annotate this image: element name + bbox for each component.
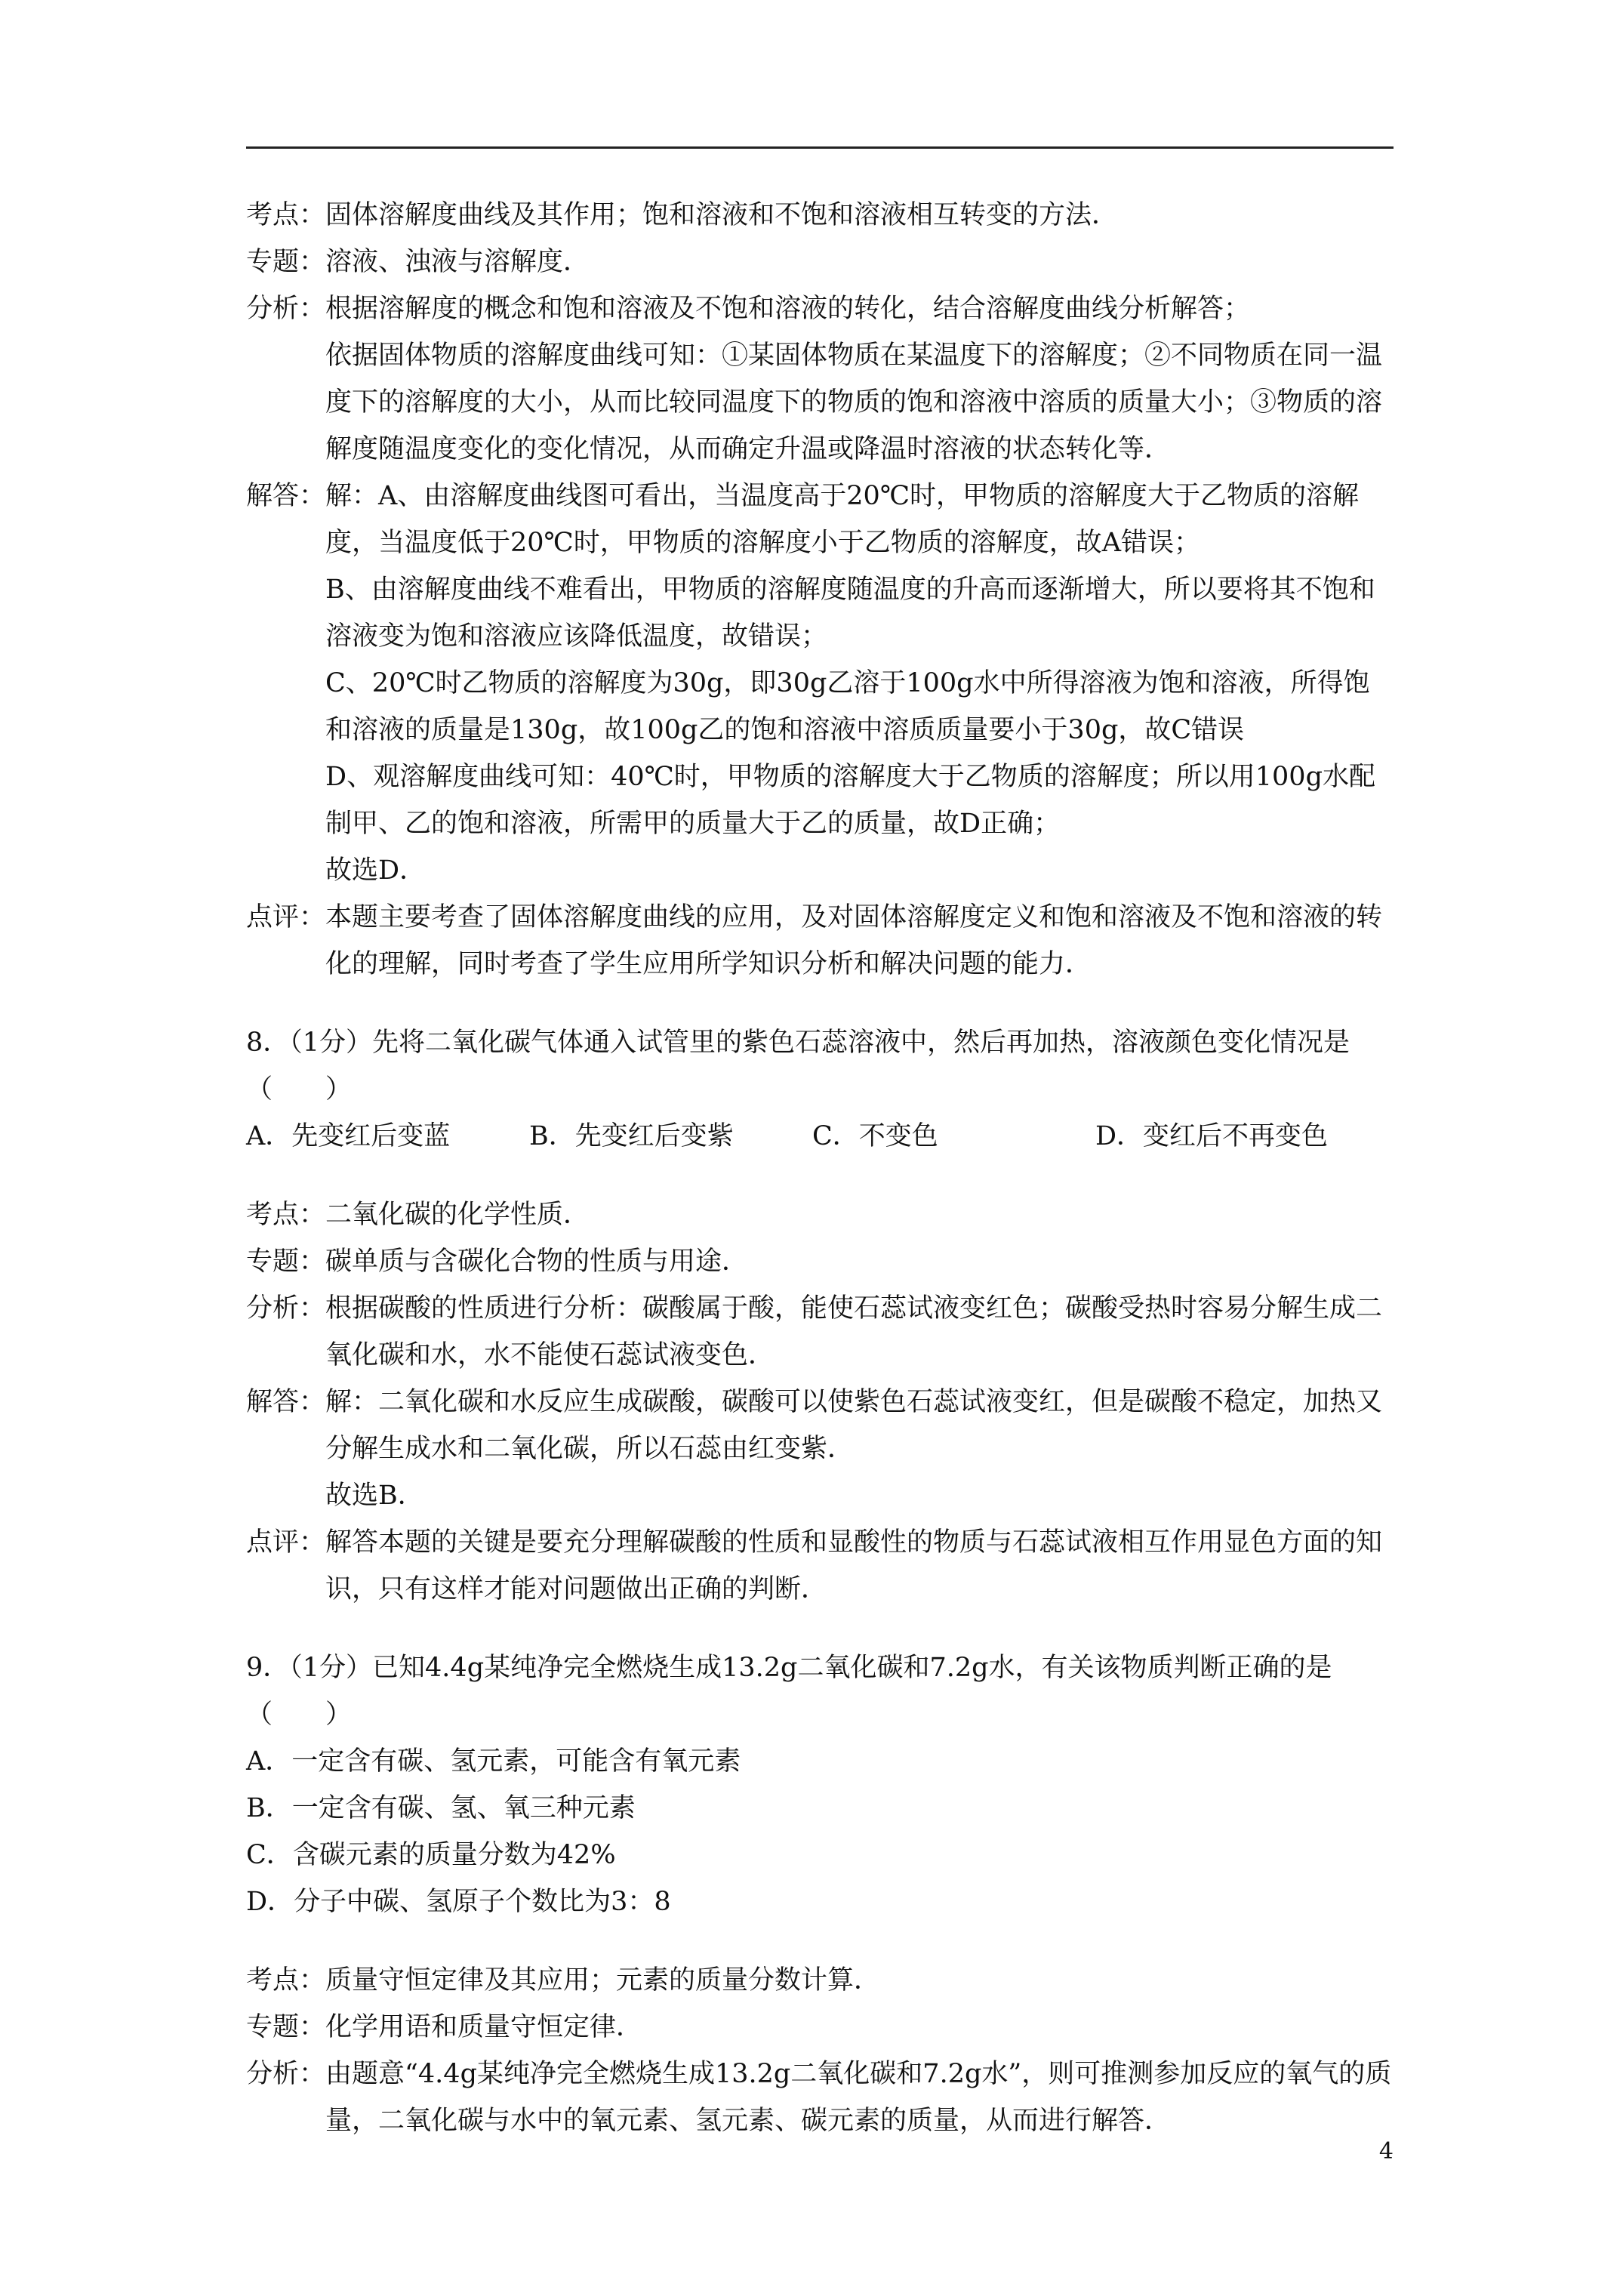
entry-label: 解答： (246, 481, 326, 511)
option-c: C．含碳元素的质量分数为42% (246, 1840, 616, 1870)
entry-text: D、观溶解度曲线可知：40℃时，甲物质的溶解度大于乙物质的溶解度；所以用100g水配制甲、乙的饱和溶液，所需甲的质量大于乙的质量，故D正确； (325, 762, 1375, 839)
entry-label: 考点： (246, 200, 326, 230)
entry-text: 溶液、浊液与溶解度． (325, 247, 590, 277)
option-a: A．一定含有碳、氢元素，可能含有氧元素 (246, 1746, 741, 1777)
q7-analysis (246, 192, 1394, 988)
question-stem: 8．（1分）先将二氧化碳气体通入试管里的紫色石蕊溶液中，然后再加热，溶液颜色变化情况是（ ） (246, 1028, 1350, 1105)
entry-label: 分析： (246, 1293, 326, 1324)
entry-label: 专题： (246, 2012, 326, 2042)
entry-text: 依据固体物质的溶解度曲线可知：①某固体物质在某温度下的溶解度；②不同物质在同一温度下的溶解度的大小，从而比较同温度下的物质的饱和溶液中溶质的质量大小；③物质的溶解度随温度变化的变化情况，从而确定升温或降温时溶液的状态转化等． (325, 341, 1383, 464)
entry-zhuanti (246, 239, 1394, 285)
entry-label: 专题： (246, 1247, 326, 1277)
entry-text: 根据碳酸的性质进行分析：碳酸属于酸，能使石蕊试液变红色；碳酸受热时容易分解生成二氧化碳和水，水不能使石蕊试液变色． (325, 1293, 1383, 1370)
question-stem: 9．（1分）已知4.4g某纯净完全燃烧生成13.2g二氧化碳和7.2g水，有关该物质判断正确的是（ ） (246, 1653, 1332, 1730)
entry-dianping (246, 894, 1394, 988)
entry-text: 根据溶解度的概念和饱和溶液及不饱和溶液的转化，结合溶解度曲线分析解答； (325, 294, 1251, 324)
page-number: 4 (1378, 2138, 1394, 2165)
entry-label: 解答： (246, 1387, 326, 1417)
option-d: D．分子中碳、氢原子个数比为3：8 (246, 1887, 671, 1917)
entry-dianping (246, 1519, 1394, 1613)
entry-text: C、20℃时乙物质的溶解度为30g，即30g乙溶于100g水中所得溶液为饱和溶液，所得饱和溶液的质量是130g，故100g乙的饱和溶液中溶质质量要小于30g，故C错误 (325, 668, 1370, 745)
entry-label: 点评： (246, 902, 326, 932)
entry-kaodian (246, 192, 1394, 239)
entry-fenxi (246, 1285, 1394, 1379)
question-9 (246, 1644, 1394, 1925)
entry-text: 故选B． (325, 1481, 424, 1511)
page-content (246, 192, 1394, 2144)
entry-text: 固体溶解度曲线及其作用；饱和溶液和不饱和溶液相互转变的方法． (325, 200, 1119, 230)
entry-kaodian (246, 1191, 1394, 1238)
entry-text: 二氧化碳的化学性质． (325, 1200, 590, 1230)
option-b: B．先变红后变紫 (529, 1121, 734, 1151)
entry-fenxi (246, 2051, 1394, 2144)
entry-label: 点评： (246, 1527, 326, 1558)
option-a: A．先变红后变蓝 (246, 1121, 451, 1151)
entry-text: 质量守恒定律及其应用；元素的质量分数计算． (325, 1965, 881, 1996)
entry-text: 碳单质与含碳化合物的性质与用途． (325, 1247, 749, 1277)
entry-kaodian (246, 1957, 1394, 2004)
option-c: C．不变色 (812, 1121, 938, 1151)
question-options (246, 1113, 1394, 1160)
entry-zhuanti (246, 2004, 1394, 2051)
question-8 (246, 1019, 1394, 1160)
entry-text: 化学用语和质量守恒定律． (325, 2012, 643, 2042)
entry-zhuanti (246, 1238, 1394, 1285)
entry-text: 解：A、由溶解度曲线图可看出，当温度高于20℃时，甲物质的溶解度大于乙物质的溶解度，当温度低于20℃时，甲物质的溶解度小于乙物质的溶解度，故A错误； (325, 481, 1359, 558)
entry-text: 解：二氧化碳和水反应生成碳酸，碳酸可以使紫色石蕊试液变红，但是碳酸不稳定，加热又分解生成水和二氧化碳，所以石蕊由红变紫． (325, 1387, 1383, 1464)
q9-analysis (246, 1957, 1394, 2144)
entry-label: 分析： (246, 294, 326, 324)
entry-label: 分析： (246, 2059, 326, 2089)
entry-text: 由题意“4.4g某纯净完全燃烧生成13.2g二氧化碳和7.2g水”，则可推测参加反应的氧气的质量，二氧化碳与水中的氧元素、氢元素、碳元素的质量，从而进行解答． (325, 2059, 1392, 2136)
entry-text: 本题主要考查了固体溶解度曲线的应用，及对固体溶解度定义和饱和溶液及不饱和溶液的转化的理解，同时考查了学生应用所学知识分析和解决问题的能力． (325, 902, 1383, 979)
option-d: D．变红后不再变色 (1095, 1121, 1329, 1151)
entry-text: 故选D． (325, 855, 427, 886)
entry-text: 解答本题的关键是要充分理解碳酸的性质和显酸性的物质与石蕊试液相互作用显色方面的知识，只有这样才能对问题做出正确的判断． (325, 1527, 1383, 1604)
entry-fenxi (246, 285, 1394, 473)
entry-label: 考点： (246, 1200, 326, 1230)
header-rule (246, 146, 1394, 149)
entry-label: 考点： (246, 1965, 326, 1996)
entry-text: B、由溶解度曲线不难看出，甲物质的溶解度随温度的升高而逐渐增大，所以要将其不饱和溶液变为饱和溶液应该降低温度，故错误； (325, 575, 1375, 652)
entry-label: 专题： (246, 247, 326, 277)
q8-analysis (246, 1191, 1394, 1613)
entry-jieda (246, 1379, 1394, 1519)
entry-jieda (246, 473, 1394, 894)
option-b: B．一定含有碳、氢、氧三种元素 (246, 1793, 636, 1823)
